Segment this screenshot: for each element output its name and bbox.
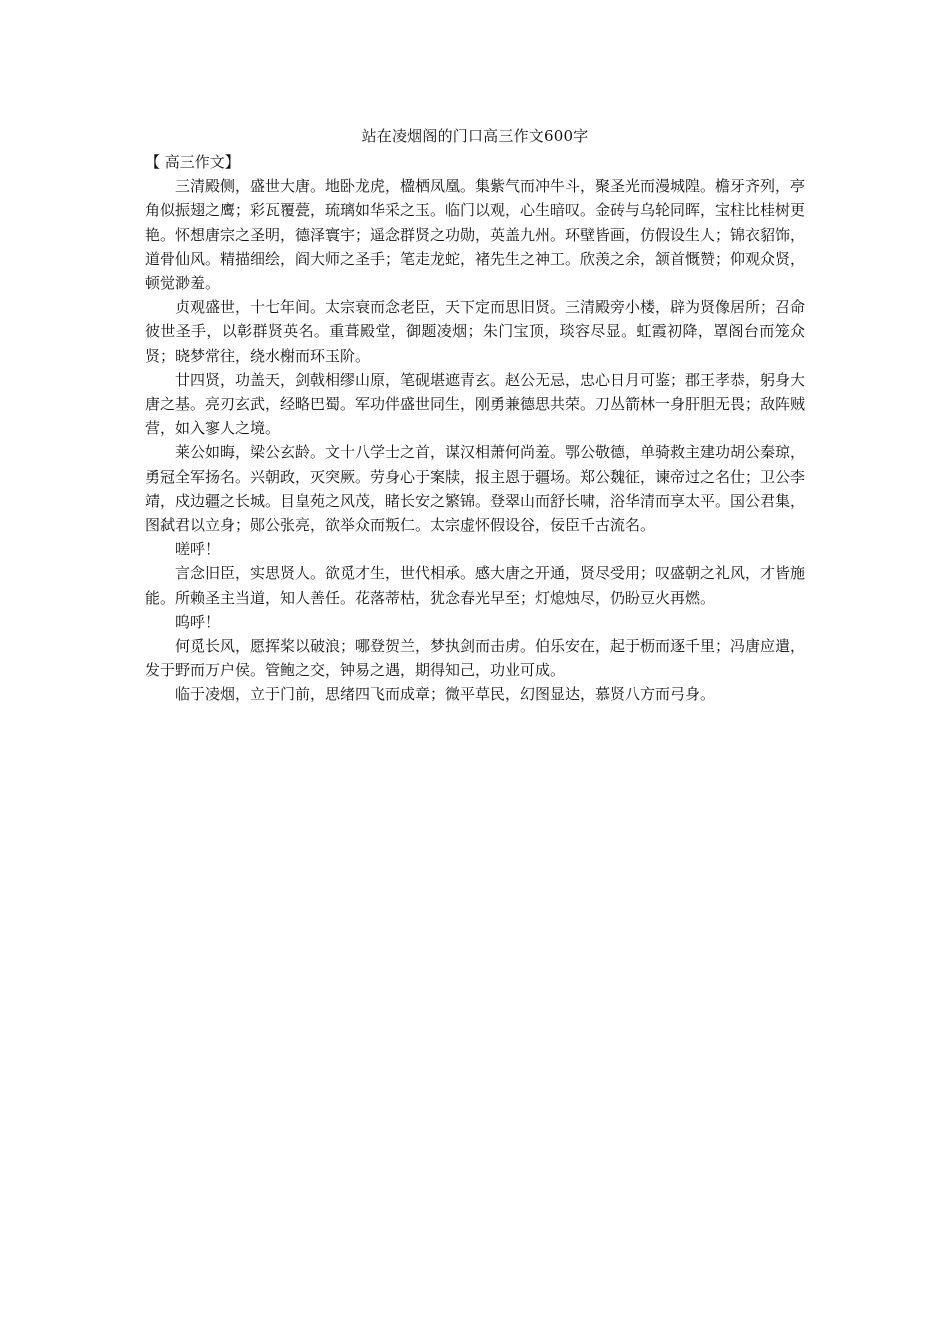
paragraph-9: 临于凌烟，立于门前，思绪四飞而成章；微平草民，幻图显达，慕贤八方而弓身。 xyxy=(175,685,716,704)
document-title: 站在凌烟阁的门口高三作文600字 xyxy=(361,127,589,145)
category-label: 【 高三作文】 xyxy=(145,153,240,171)
paragraph-5: 嗟呼！ xyxy=(175,540,221,559)
paragraph-8: 何觅长风，愿挥桨以破浪；哪登贺兰，梦执剑而击虏。伯乐安在，起于枥而逐千里；冯唐应遣，发于野而万户侯。管鲍之交，钟易之遇，期得知己，功业可成。 xyxy=(145,637,806,680)
document-body xyxy=(145,150,805,707)
paragraph-3: 廿四贤，功盖天，剑戟相缪山原，笔砚堪遮青玄。赵公无忌，忠心日月可鉴；郡王孝恭，躬身大唐之基。亮刃玄武，经略巴蜀。军功伴盛世同生，刚勇兼德思共荣。刀丛箭林一身肝胆无畏；敌阵贼营，如入寥人之境。 xyxy=(145,370,806,438)
paragraph-6: 言念旧臣，实思贤人。欲觅才生，世代相承。感大唐之开通，贤尽受用；叹盛朝之礼风，才皆施能。所赖圣主当道，知人善任。花落蒂枯，犹念春光早至；灯熄烛尽，仍盼豆火再燃。 xyxy=(145,564,806,607)
paragraph-7: 呜呼！ xyxy=(175,612,221,631)
paragraph-1: 三清殿侧，盛世大唐。地卧龙虎，楹栖凤凰。集紫气而冲牛斗，聚圣光而漫城隍。檐牙齐列，亭角似振翅之鹰；彩瓦覆甍，琉璃如华采之玉。临门以观，心生暗叹。金砖与乌轮同晖，宝柱比桂树更艳。怀想唐宗之圣明，德泽寰宇；遥念群贤之功勋，英盖九州。环壁皆画，仿假设生人；锦衣貂饰，道骨仙风。精描细绘，阎大师之圣手；笔走龙蛇，褚先生之神工。欣羡之余，颔首慨赞；仰观众贤，顿觉渺羞。 xyxy=(145,177,806,293)
paragraph-4: 莱公如晦，梁公玄龄。文十八学士之首，谋汉相萧何尚羞。鄂公敬德，单骑救主建功胡公秦琼，勇冠全军扬名。兴朝政，灭突厥。劳身心于案牍，报主恩于疆场。郑公魏征，谏帝过之名仕；卫公李靖，戍边疆之长城。目皇苑之风茂，睹长安之繁锦。登翠山而舒长啸，浴华清而享太平。国公君集，图弑君以立身；郧公张亮，欲举众而叛仁。太宗虚怀假设谷，佞臣千古流名。 xyxy=(145,443,806,535)
paragraph-2: 贞观盛世，十七年间。太宗衰而念老臣，天下定而思旧贤。三清殿旁小楼，辟为贤像居所；召命彼世圣手，以彰群贤英名。重葺殿堂，御题凌烟；朱门宝顶，琰容尽显。虹霞初降，罩阁台而笼众贤；晓梦常往，绕水榭而环玉阶。 xyxy=(145,298,806,365)
